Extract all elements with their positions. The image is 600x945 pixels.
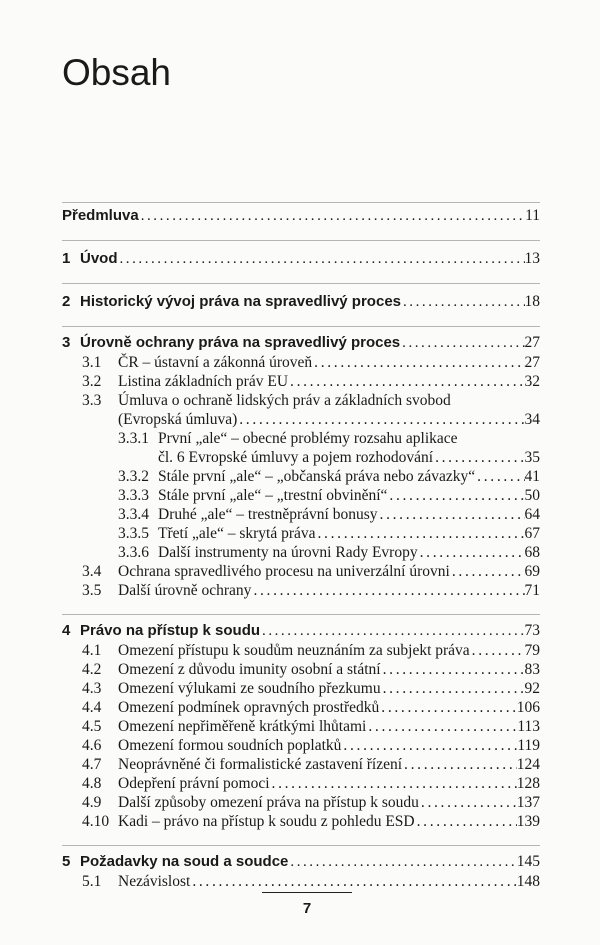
- dot-leader: [366, 717, 517, 736]
- divider: [62, 283, 540, 284]
- dot-leader: [341, 736, 517, 755]
- dot-leader: [419, 793, 517, 812]
- toc-entry: 4.4 Omezení podmínek opravných prostředků . . . 106: [62, 698, 540, 717]
- toc-entry: 3.3.6 Další instrumenty na úrovni Rady Evropy . . . 68: [62, 543, 540, 562]
- dot-leader: [316, 524, 525, 543]
- toc-entry: 3.3.4 Druhé „ale“ – trestněprávní bonusy . . . 64: [62, 505, 540, 524]
- dot-leader: [475, 467, 524, 486]
- dot-leader: [237, 410, 524, 429]
- page-ref: 18: [524, 293, 540, 310]
- page-number: 7: [302, 900, 312, 917]
- dot-leader: [402, 755, 517, 774]
- toc-entry: 3.3.2 Stále první „ale“ – „občanská práva nebo závazky“ . . . 41: [62, 467, 540, 486]
- page-title: Obsah: [62, 52, 172, 93]
- toc-entry: 3.3.1 První „ale“ – obecné problémy rozsahu aplikace: [118, 430, 458, 447]
- dot-leader: [118, 249, 525, 269]
- divider: [62, 202, 540, 203]
- footer-rule: [262, 892, 352, 893]
- divider: [62, 845, 540, 846]
- divider: [62, 614, 540, 615]
- toc-entry: 3.2 Listina základních práv EU . . . 32: [62, 372, 540, 391]
- dot-leader: [288, 852, 516, 872]
- toc-entry: 4.8 Odepření právní pomoci . . . 128: [62, 774, 540, 793]
- dot-leader: [387, 486, 524, 505]
- dot-leader: [379, 698, 516, 717]
- toc-entry: 4.1 Omezení přístupu k soudům neuznáním za subjekt práva . . . 79: [62, 641, 540, 660]
- toc-entry: Předmluva . . . 11: [62, 206, 540, 226]
- page-ref: 11: [525, 207, 540, 224]
- toc-entry: 4.7 Neoprávněné či formalistické zastavení řízení . . . 124: [62, 755, 540, 774]
- toc-entry: 4 Právo na přístup k soudu . . . 73: [62, 621, 540, 641]
- toc-entry: 3.4 Ochrana spravedlivého procesu na univerzální úrovni . . . 69: [62, 562, 540, 581]
- toc-entry: 3.3 Úmluva o ochraně lidských práv a základních svobod: [82, 392, 451, 409]
- toc-entry: 4.6 Omezení formou soudních poplatků . . . 119: [62, 736, 540, 755]
- dot-leader: [450, 562, 525, 581]
- dot-leader: [260, 621, 524, 641]
- toc-entry: 4.9 Další způsoby omezení práva na přístup k soudu . . . 137: [62, 793, 540, 812]
- toc-entry: 4.2 Omezení z důvodu imunity osobní a státní . . . 83: [62, 660, 540, 679]
- dot-leader: [381, 679, 525, 698]
- dot-leader: [401, 292, 525, 312]
- table-of-contents: [62, 202, 540, 891]
- page-ref: 27: [524, 334, 540, 351]
- toc-entry: 3.3.3 Stále první „ale“ – „trestní obvinění“ . . . 50: [62, 486, 540, 505]
- dot-leader: [251, 581, 524, 600]
- dot-leader: [312, 353, 524, 372]
- toc-entry: 4.3 Omezení výlukami ze soudního přezkumu . . . 92: [62, 679, 540, 698]
- page-ref: 13: [524, 250, 540, 267]
- dot-leader: [418, 543, 525, 562]
- dot-leader: [190, 872, 516, 891]
- toc-entry: 4.10 Kadi – právo na přístup k soudu z pohledu ESD . . . 139: [62, 812, 540, 831]
- dot-leader: [470, 641, 525, 660]
- toc-entry-continuation: čl. 6 Evropské úmluvy a pojem rozhodování . . . 35: [62, 448, 540, 467]
- toc-entry: 3.1 ČR – ústavní a zákonná úroveň . . . 27: [62, 353, 540, 372]
- dot-leader: [139, 206, 525, 226]
- dot-leader: [433, 448, 524, 467]
- divider: [62, 326, 540, 327]
- toc-entry: 5.1 Nezávislost . . . 148: [62, 872, 540, 891]
- toc-entry: 3.5 Další úrovně ochrany . . . 71: [62, 581, 540, 600]
- toc-entry: 2 Historický vývoj práva na spravedlivý proces . . . 18: [62, 292, 540, 312]
- dot-leader: [270, 774, 517, 793]
- toc-entry: 3 Úrovně ochrany práva na spravedlivý proces . . . 27: [62, 333, 540, 353]
- dot-leader: [415, 812, 517, 831]
- toc-entry: 1 Úvod . . . 13: [62, 249, 540, 269]
- divider: [62, 240, 540, 241]
- toc-entry: 4.5 Omezení nepřiměřeně krátkými lhůtami . . . 113: [62, 717, 540, 736]
- toc-entry: 5 Požadavky na soud a soudce . . . 145: [62, 852, 540, 872]
- toc-entry-continuation: (Evropská úmluva) . . . 34: [62, 410, 540, 429]
- dot-leader: [381, 660, 525, 679]
- dot-leader: [378, 505, 525, 524]
- dot-leader: [288, 372, 524, 391]
- toc-entry: 3.3.5 Třetí „ale“ – skrytá práva . . . 67: [62, 524, 540, 543]
- dot-leader: [400, 333, 524, 353]
